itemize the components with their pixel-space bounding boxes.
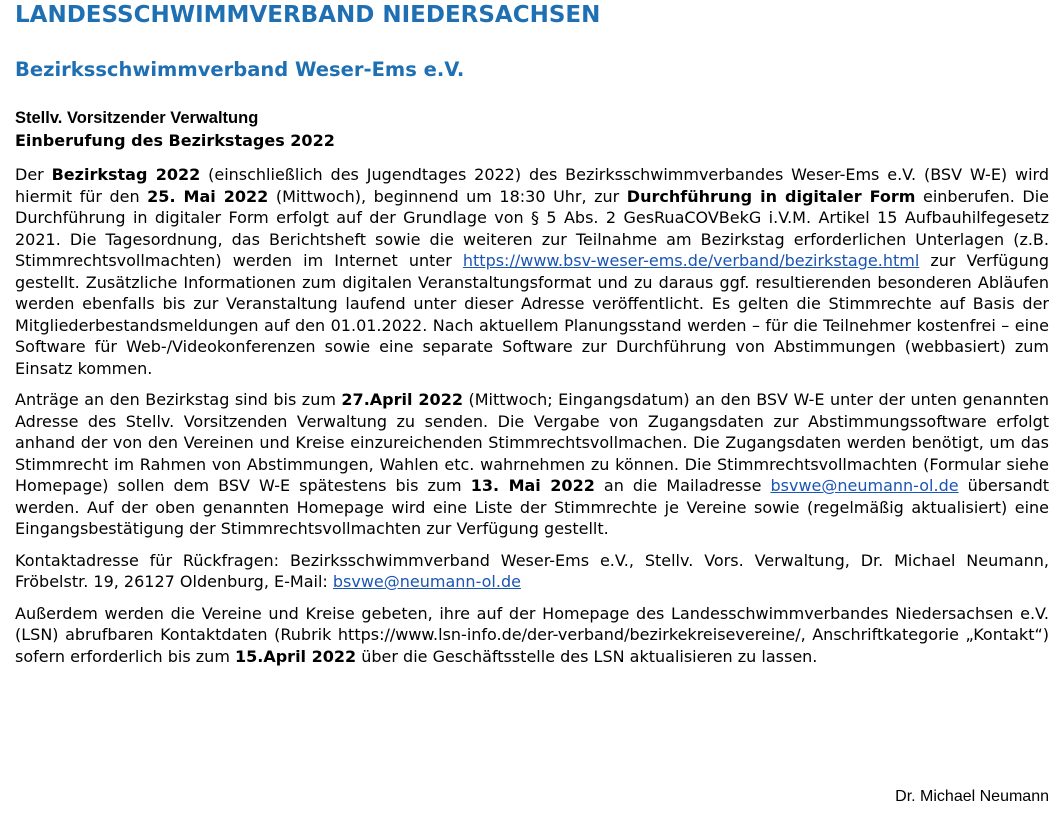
district-title: Bezirksschwimmverband Weser-Ems e.V. [15,58,465,81]
body-text [15,164,1049,677]
email-link[interactable]: bsvwe@neumann-ol.de [770,476,959,495]
paragraph-announcement: Der Bezirkstag 2022 (einschließlich des Jugendtages 2022) des Bezirksschwimmverbandes Weser-Ems e.V. (BSV W-E) wird hiermit für den 25. Mai 2022 (Mittwoch), beginnend um 18:30 Uhr, zur Durchführung in digitaler Form einberufen. Die Durchführung in digitaler Form erfolgt auf der Grundlage von § 5 Abs. 2 GesRuaCOVBekG i.V.M. Artikel 15 Aufbauhilfegesetz 2021. Die Tagesordnung, das Berichtsheft sowie die weiteren zur Teilnahme am Bezirkstag erforderlichen Unterlagen (z.B. Stimmrechtsvollmachten) werden im Internet unter https://www.bsv-weser-ems.de/verband/bezirkstage.html zur Verfügung gestellt. Zusätzliche Informationen zum digitalen Veranstaltungsformat und zu daraus ggf. resultierenden besonderen Abläufen werden ebenfalls bis zur Veranstaltung laufend unter dieser Adresse veröffentlicht. Es gelten die Stimmrechte auf Basis der Mitgliederbestandsmeldungen auf den 01.01.2022. Nach aktuellem Planungsstand werden – für die Teilnehmer kostenfrei – eine Software für Web-/Videokonferenzen sowie eine separate Software zur Durchführung von Abstimmungen (webbasiert) zum Einsatz kommen. [15,165,1050,378]
paragraph-contact: Kontaktadresse für Rückfragen: Bezirksschwimmverband Weser-Ems e.V., Stellv. Vors. Verwaltung, Dr. Michael Neumann, Fröbelstr. 19, 26127 Oldenburg, E-Mail: bsvwe@neumann-ol.de [15,550,1049,591]
bezirkstage-link[interactable]: https://www.bsv-weser-ems.de/verband/bezirkstage.html [462,251,920,270]
org-title: LANDESSCHWIMMVERBAND NIEDERSACHSEN [15,2,601,28]
paragraph-motions: Anträge an den Bezirkstag sind bis zum 27.April 2022 (Mittwoch; Eingangsdatum) an den BSV W-E unter der unten genannten Adresse des Stellv. Vorsitzenden Verwaltung zu senden. Die Vergabe von Zugangsdaten zur Abstimmungssoftware erfolgt anhand der von den Vereinen und Kreise einzureichenden Stimmrechtsvollmachen. Die Zugangsdaten werden benötigt, um das Stimmrecht im Rahmen von Abstimmungen, Wahlen etc. wahrnehmen zu können. Die Stimmrechtsvollmachten (Formular siehe Homepage) sollen dem BSV W-E spätestens bis zum 13. Mai 2022 an die Mailadresse bsvwe@neumann-ol.de übersandt werden. Auf der oben genannten Homepage wird eine Liste der Stimmrechte je Vereine sowie (regelmäßig aktualisiert) eine Eingangsbestätigung der Stimmrechtsvollmachten zur Verfügung gestellt. [15,390,1050,538]
paragraph-contact-update: Außerdem werden die Vereine und Kreise gebeten, ihre auf der Homepage des Landesschwimmverbandes Niedersachsen e.V. (LSN) abrufbaren Kontaktdaten (Rubrik https://www.lsn-info.de/der-verband/bezirkekreisevereine/, Anschriftkategorie „Kontakt“) sofern erforderlich bis zum 15.April 2022 über die Geschäftsstelle des LSN aktualisieren zu lassen. [15,603,1049,666]
subject-line: Einberufung des Bezirkstages 2022 [15,131,335,150]
contact-email-link[interactable]: bsvwe@neumann-ol.de [332,572,521,591]
signature: Dr. Michael Neumann [895,788,1049,805]
role-line: Stellv. Vorsitzender Verwaltung [15,109,259,127]
